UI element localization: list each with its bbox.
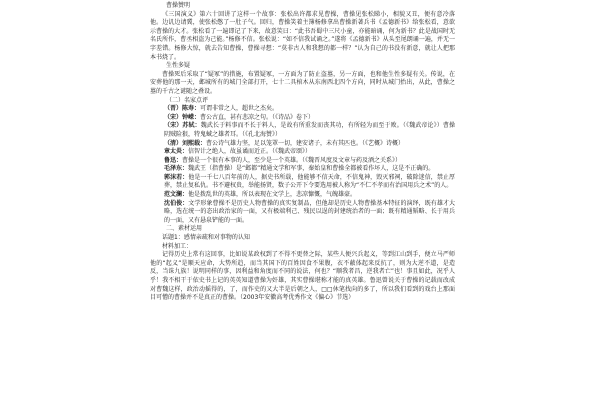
quote-text: 魏武王（指曹操）是“邺都”精通文学和军事，秦始皇和曹操全都被看作坏人，这是不正确的。 (188, 165, 435, 173)
quote-author: 毛泽东： (164, 165, 189, 173)
quote-text: 他是拨乱世的英雄，所以表现在文学上，悲凉慷慨，气魄雄豪。 (188, 191, 357, 199)
section-heading: （二）名家点评 (166, 96, 209, 104)
quote-author: 范文澜： (164, 191, 189, 199)
body-paragraph: 曹操死后采取了“疑冢”的措施，布置疑冢，一方面为了防止盗墓，另一方面，也和他生性多疑有关。传说，在安葬他的那一天，邺城所有的城门全部打开，七十二具棺木从东南西北四个方向，同时从城门抬出，从此，曹操之墓的千古之谜随之叠设。 (150, 70, 455, 95)
quote-author: （宋）钟嵘： (164, 113, 201, 121)
quote-paragraph (150, 165, 455, 174)
quote-paragraph (150, 105, 455, 114)
quote-paragraph (150, 191, 455, 200)
quote-paragraph (150, 140, 455, 149)
body-paragraph: 《三国演义》第六十回讲了这样一个故事：张松出许都求见曹操，曹操见张松睇小，相貌又丑，便有意冷落他。边讥边请冀，使张松憋了一肚子气。回归，曹操笑着主簿杨修拿出曹操新著兵书《孟德新书》给张松看，意欲示曹操的大才。张松看了一遍即记了下来，故意笑曰：“此书吾蜀中三尺小童，亦能暗诵，何为新书？此是战国时无名氏所作，曹丞相盗为己能。”杨修不信。张松说：“如不信我试诵之。”遂将《孟德新书》从头至尾朗诵一遍，并无一字差错。杨修大惊，就去告知曹操，曹操寻想：“莫非古人和我想的都一样？”认为自己的书没有新意，就让人把那本书烧了。 (150, 10, 455, 61)
quote-text: 可谓非常之人，超世之杰矣。 (200, 105, 279, 113)
section-heading: 二、素材运用 (166, 225, 203, 233)
quote-text: 曹操是一个很有本事的人，至少是一个英雄。（《魏晋风度及文章与药及酒之关系》） (182, 156, 402, 164)
quote-author: （清）刘熙载： (164, 139, 207, 147)
document-page (150, 2, 455, 398)
section-heading: 话题1：感情亲疏和对事物的认知 (162, 234, 250, 242)
quote-author: 郭沫若： (164, 173, 189, 181)
quote-text: 曹公古直，甚有悲凉之句。（《诗品》卷下） (200, 113, 315, 121)
quote-paragraph (150, 174, 455, 191)
quote-text: 曹公诗气雄力坚，足以笼罩一切，建安诸子，未有其匹也。（《艺概》诗概） (206, 139, 405, 147)
quote-paragraph (150, 157, 455, 166)
quote-author: （宋）苏轼： (164, 122, 201, 130)
quote-paragraph (150, 148, 455, 157)
quote-author: （晋）陈寿： (164, 105, 201, 113)
quote-text: 信智计之绝人，故虽谲而近正。（《魏武帝颂》） (188, 148, 312, 156)
section-heading: 材料加工： (162, 242, 193, 250)
quote-author: 沈伯俊： (164, 199, 189, 207)
quote-text: 他是一千七八百年前的人，据史书所载，他能够不信天命，不信鬼神，毁灭邪祠，破除迷信，禁止厚葬，禁止复私仇。书不避权贵，举能扬贤，数子公开下令要选用被人称为“不仁不孝而有治国用兵之术”的人。 (164, 173, 455, 190)
quote-text: 文学形象曹操不是历史人物曹操的真实复制品，但他却是历史人物曹操基本特征的演绎，既有雄才大略，选在统一的态出政治家的一面，又有极端利己、残民以逞的封建统治者的一面；既有精通韬略、长于用兵的一面，又有悬泉铲能的一面。 (164, 199, 455, 224)
quote-author: 章太炎： (164, 148, 189, 156)
section-heading: 生性多疑 (166, 62, 191, 70)
quote-paragraph (150, 200, 455, 226)
quote-author: 鲁迅： (164, 156, 183, 164)
section-heading: 曹操赞明 (166, 2, 191, 9)
body-paragraph: 记得历史上常有这回事，比如说某政权到了不得不更替之际，某些人便兴兵起义，等到江山到手，便立马严师他的“起义”是顺天应命，大势所趋，而当其国下的百姓因食不果腹，衣不蔽体起来反抗了，则为大逆不道，是造反，当诛九族！说明同样的事，因利益和角度而不同的说法，何也？“顺我者昌，逆我者亡”也！事且如此，况乎人乎！我不相干于依史书上记的英英知道曹操为奸雄，其实曹操堪称才能的真英雄。鲁迅曾说关于曹操的记载而改成对曹魏这样，政治动摇得的，了，而作史的又大半是后朝之人，□□休笔找向的多了，所以我们看到的戏台上那面目可憎的曹操并不是真正的曹操。（2003年安徽高考优秀作文《偏心》节选） (150, 251, 455, 302)
quote-paragraph (150, 122, 455, 139)
quote-text: 魏武长于料事而不长于料人，是故有所重发而丧其功，有所轻为而至于败。（《魏武帝论》）曹操阴贼险狠，特鬼蜮之雄者耳。（《孔北海赞》） (164, 122, 455, 138)
